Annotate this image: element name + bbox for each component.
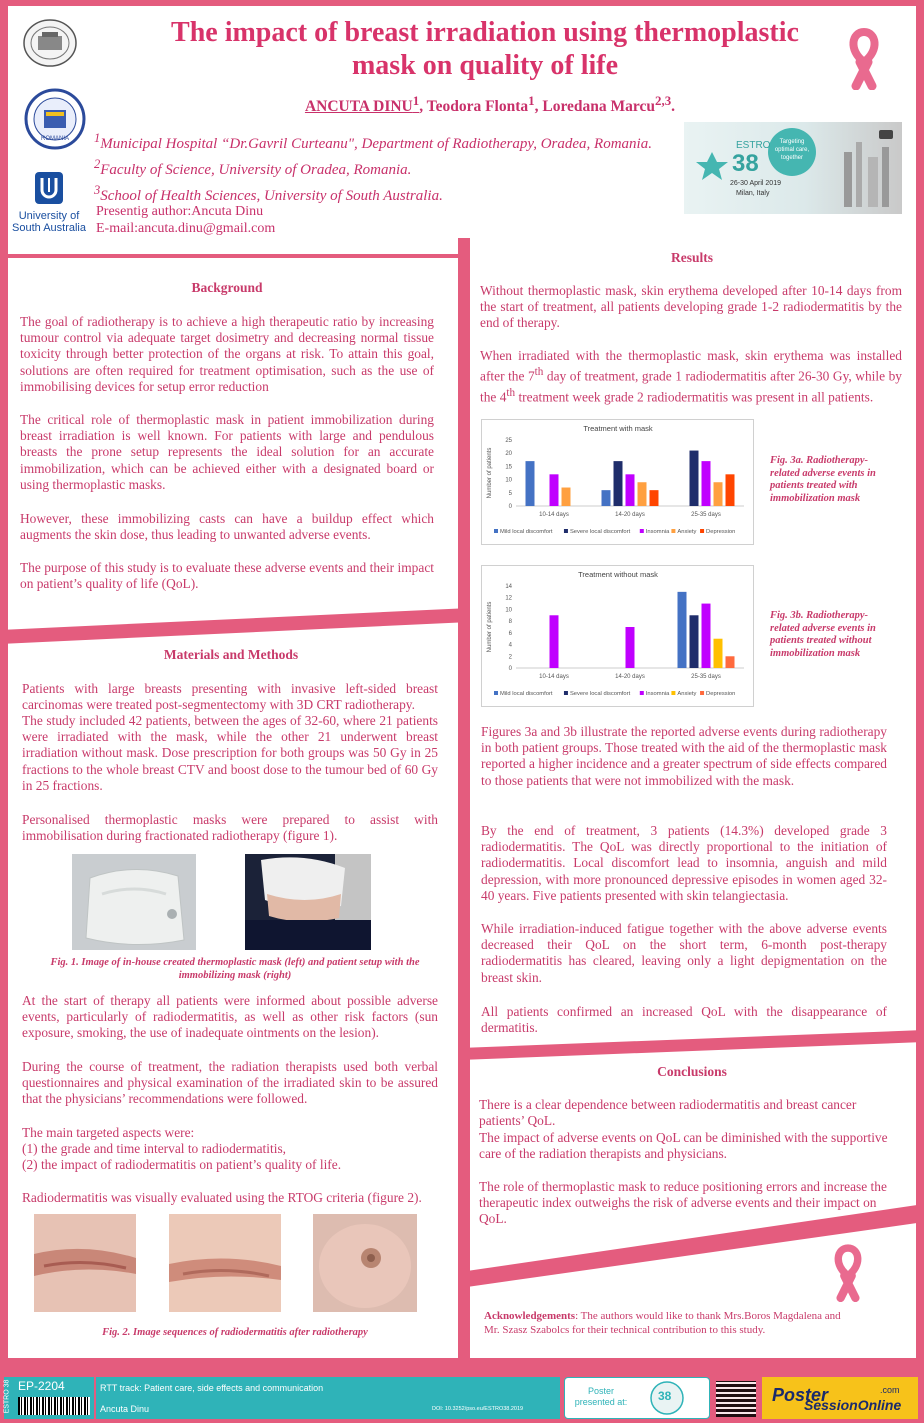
legend-swatch: [640, 691, 644, 695]
legend-entry: Depression: [706, 691, 736, 697]
bar-mild-local-discomfort: [526, 461, 535, 506]
legend-swatch: [671, 691, 675, 695]
y-tick-label: 14: [505, 584, 512, 590]
y-tick-label: 6: [508, 630, 512, 637]
chart-without-mask-svg: [482, 566, 753, 706]
y-tick-label: 12: [505, 595, 512, 602]
background-p2: The critical role of thermoplastic mask in patient immobilization during breast irradiation is well known. For patients with large and pendulous breasts the prone setup represents the ideal solution for an accurate immobilization, which can be achieved either with a designated board or using thermoplastic masks.: [20, 412, 434, 492]
legend-entry: Mild local discomfort: [500, 529, 553, 535]
estro-name: ESTRO: [736, 140, 771, 151]
email-link[interactable]: E-mail:ancuta.dinu@gmail.com: [96, 221, 276, 236]
bar-severe-local-discomfort: [614, 461, 623, 506]
affiliation-3: $^3$School of Health Sciences, University of South Australia.: [94, 183, 443, 204]
affiliation-2: $^2$Faculty of Science, University of Oradea, Romania.: [94, 157, 412, 178]
presenting-author: [96, 203, 275, 237]
footer-id-box: [4, 1377, 94, 1419]
chart-with-mask-svg: [482, 420, 753, 544]
figure2-caption: Fig. 2. Image sequences of radiodermatitis after radiotherapy: [102, 1327, 368, 1338]
y-tick-label: 0: [508, 666, 512, 672]
legend-swatch: [564, 529, 568, 533]
x-tick-label: 10-14 days: [539, 674, 569, 680]
conclusions-heading: Conclusions: [657, 1064, 727, 1079]
footer-author: Ancuta Dinu: [100, 1404, 150, 1414]
legend-entry: Anxiety: [677, 529, 697, 535]
y-tick-label: 5: [508, 490, 512, 497]
acknowledgements-label: Acknowledgements: [484, 1310, 576, 1322]
barcode: [18, 1397, 90, 1415]
title-line2: mask on quality of life: [351, 50, 619, 81]
bar-insomnia: [702, 604, 711, 668]
logo-romania-label: ROMANIA: [40, 136, 70, 142]
authors: ANCUTA DINU$^1$, Teodora Flonta$^1$, Loredana Marcu$^{2,3}$.: [304, 93, 676, 116]
methods-p6: The main targeted aspects were:: [22, 1125, 195, 1140]
y-tick-label: 25: [505, 438, 512, 444]
background-p3: However, these immobilizing casts can have a buildup effect which augments the skin dose, thus leading to unwanted adverse events.: [20, 511, 434, 543]
methods-list-item-1: (1) the grade and time interval to radiodermatitis,: [22, 1141, 287, 1156]
y-tick-label: 8: [508, 619, 512, 626]
pink-ribbon-icon: [838, 28, 890, 90]
chart-without-mask: [481, 565, 754, 707]
y-axis-label: Number of patients: [487, 447, 493, 499]
radiodermatitis-photo-3: [313, 1214, 417, 1312]
divider-band-left: [0, 600, 470, 646]
radiodermatitis-photo-1: [34, 1214, 136, 1312]
track-label: RTT track: Patient care, side effects and communication: [100, 1383, 324, 1393]
legend-swatch: [700, 691, 704, 695]
legend-swatch: [494, 529, 498, 533]
poster-title: [130, 16, 840, 82]
estro-banner: [684, 122, 902, 214]
legend-swatch: [494, 691, 498, 695]
estro-badge-number: 38: [658, 1389, 672, 1403]
y-tick-label: 2: [508, 654, 512, 661]
methods-p4: At the start of therapy all patients were informed about possible adverse events, particularly of radiodermatitis, as well as other risk factors (sun exposure, smoking, the use of inadequate ointments on the lesion).: [22, 993, 438, 1041]
hospital-logo: [22, 18, 78, 68]
results-heading: Results: [670, 250, 713, 265]
figure3b-caption: Fig. 3b. Radiotherapy-related adverse events in patients treated without immobilization mask: [770, 610, 876, 659]
radiodermatitis-photo-2: [169, 1214, 281, 1312]
legend-entry: Insomnia: [645, 691, 670, 697]
conclusions-p2: The impact of adverse events on QoL can be diminished with the supportive care of the radiation therapists and physicians.: [479, 1130, 888, 1162]
background-p1: The goal of radiotherapy is to achieve a high therapeutic ratio by increasing tumour control via adequate target dosimetry and decreasing normal tissue toxicity through better protection of the organs at risk. To attain this goal, solutions are often required for treatment optimisation, such as the use of immobilising devices for setup error reduction: [20, 314, 434, 394]
estro-city: Milan, Italy: [736, 190, 770, 197]
figure1-caption: Fig. 1. Image of in-house created thermoplastic mask (left) and patient setup with the immobilizing mask (right): [50, 957, 420, 981]
usa-logo-text: [6, 210, 92, 234]
methods-heading: Materials and Methods: [163, 647, 299, 662]
legend-entry: Anxiety: [677, 691, 697, 697]
usa-logo-line2: South Australia: [12, 222, 86, 234]
bar-mild-local-discomfort: [678, 592, 687, 668]
bar-depression: [726, 474, 735, 506]
affiliation-1: $^1$Municipal Hospital “Dr.Gavril Curteanu", Department of Radiotherapy, Oradea, Romania.: [94, 131, 652, 152]
y-tick-label: 4: [508, 642, 512, 649]
acknowledgements: [484, 1309, 844, 1337]
acknowledgements-text: : The authors would like to thank Mrs.Boros Magdalena and Mr. Szasz Szabolcs for their technical contribution to this study.: [484, 1310, 841, 1336]
presented-at-box: [564, 1377, 710, 1419]
patient-setup-photo: [245, 854, 371, 950]
thermoplastic-mask-photo: [72, 854, 196, 950]
background-p4: The purpose of this study is to evaluate these adverse events and their impact on patient’s quality of life (QoL).: [20, 560, 434, 592]
brand-word2: SessionOnline: [804, 1397, 902, 1413]
legend-swatch: [640, 529, 644, 533]
bar-anxiety: [638, 482, 647, 506]
postersessiononline-logo[interactable]: [762, 1377, 918, 1419]
affiliations: [94, 128, 714, 206]
results-p4: By the end of treatment, 3 patients (14.3%) developed grade 3 radiodermatitis. The QoL was directly proportional to the initiation of radiodermatitis. Local discomfort lead to insomnia, anguish and mild depression, with more pronounced depressive episodes in women aged 32-40 years. Five patients presented with skin telangiectasia.: [481, 823, 887, 903]
chart-with-mask: [481, 419, 754, 545]
presented-at-line2: presented at:: [574, 1397, 628, 1407]
conclusions-p3: The role of thermoplastic mask to reduce positioning errors and increase the therapeutic index outweighs the risk of adverse events and their impact on QoL.: [479, 1179, 887, 1227]
methods-p7: Radiodermatitis was visually evaluated using the RTOG criteria (figure 2).: [22, 1190, 422, 1205]
y-tick-label: 10: [505, 607, 512, 614]
results-p3: Figures 3a and 3b illustrate the reported adverse events during radiotherapy in both patient groups. Those treated with the aid of the thermoplastic mask reported a higher incidence and a greater spectrum of side effects compared to those patients that were not immobilized with the mask.: [481, 724, 887, 788]
brand-suffix: .com: [880, 1385, 900, 1395]
x-tick-label: 25-35 days: [691, 512, 721, 518]
bar-insomnia: [550, 615, 559, 668]
bar-severe-local-discomfort: [690, 615, 699, 668]
legend-swatch: [564, 691, 568, 695]
legend-entry: Mild local discomfort: [500, 691, 553, 697]
results-p1: Without thermoplastic mask, skin erythema developed after 10-14 days from the start of treatment, all patients developing grade 1-2 radiodermatitis by the end of therapy.: [480, 283, 902, 331]
x-tick-label: 25-35 days: [691, 674, 721, 680]
legend-entry: Severe local discomfort: [569, 691, 631, 697]
bar-mild-local-discomfort: [602, 490, 611, 506]
pink-ribbon-icon-bottom: [824, 1244, 872, 1302]
legend-entry: Insomnia: [645, 529, 670, 535]
bar-anxiety: [714, 639, 723, 668]
bar-depression: [726, 656, 735, 668]
background-heading: Background: [191, 280, 263, 295]
estro-tagline: Targeting optimal care, together: [774, 139, 810, 161]
qr-code-icon[interactable]: [716, 1381, 756, 1417]
results-p5: While irradiation-induced fatigue together with the above adverse events decreased their QoL on the short term, 6-month post-therapy radiodermatitis has cleared, leaving only a light depigmentation on the breast skin.: [481, 921, 887, 985]
conclusions-p1: There is a clear dependence between radiodermatitis and breast cancer patients’ QoL.: [479, 1097, 857, 1129]
poster-id: EP-2204: [18, 1379, 65, 1393]
methods-p5: During the course of treatment, the radiation therapists used both verbal questionnaires and physical examination of the irradiated skin to be assured that the physicians’ recommendations were followed.: [22, 1059, 438, 1107]
presented-at-label: [571, 1386, 631, 1408]
y-tick-label: 20: [505, 451, 512, 458]
chart-title: Treatment without mask: [578, 570, 658, 579]
estro-banner-art: [684, 122, 902, 214]
bar-anxiety: [562, 488, 571, 506]
bar-severe-local-discomfort: [690, 451, 699, 506]
methods-list-item-2: (2) the impact of radiodermatitis on patient’s quality of life.: [22, 1157, 342, 1172]
bar-insomnia: [626, 474, 635, 506]
brand-word1: Poster: [772, 1385, 829, 1405]
x-tick-label: 10-14 days: [539, 512, 569, 518]
presented-at-line1: Poster: [587, 1386, 614, 1396]
y-tick-label: 10: [505, 477, 512, 484]
bar-depression: [650, 490, 659, 506]
x-tick-label: 14-20 days: [615, 512, 645, 518]
estro-dates: 26-30 April 2019: [730, 180, 781, 187]
bar-insomnia: [550, 474, 559, 506]
legend-swatch: [700, 529, 704, 533]
figure3a-caption: Fig. 3a. Radiotherapy-related adverse events in patients treated with immobilization mask: [770, 455, 876, 504]
legend-swatch: [671, 529, 675, 533]
footer-track-box: [96, 1377, 560, 1419]
presenting-author-label: Presentig author:Ancuta Dinu: [96, 204, 264, 219]
x-tick-label: 14-20 days: [615, 674, 645, 680]
bar-anxiety: [714, 482, 723, 506]
bar-insomnia: [626, 627, 635, 668]
y-tick-label: 15: [505, 464, 512, 471]
results-p6: All patients confirmed an increased QoL with the disappearance of dermatitis.: [481, 1004, 887, 1036]
usa-logo-line1: University of: [18, 210, 80, 222]
bar-insomnia: [702, 461, 711, 506]
doi: DOI: 10.3252/pso.eu/ESTRO38.2019: [432, 1406, 524, 1412]
results-p2: When irradiated with the thermoplastic mask, skin erythema was installed after the 7th day of treatment, grade 1 radiodermatitis after 26-30 Gy, while by the 4th treatment week grade 2 radiodermatitis was present in all patients.: [480, 348, 902, 405]
methods-p3: Personalised thermoplastic masks were prepared to assist with immobilisation during fractionated radiotherapy (figure 1).: [22, 812, 438, 844]
column-gutter: [458, 238, 470, 1358]
chart-title: Treatment with mask: [583, 424, 653, 433]
y-tick-label: 0: [508, 504, 512, 510]
legend-entry: Severe local discomfort: [569, 529, 631, 535]
title-line1: The impact of breast irradiation using thermoplastic: [171, 17, 799, 48]
estro-number: 38: [732, 150, 759, 177]
side-label: ESTRO 38: [3, 1379, 11, 1414]
y-axis-label: Number of patients: [487, 601, 493, 653]
usa-logo-icon: [33, 170, 65, 208]
methods-p2: The study included 42 patients, between the ages of 32-60, where 21 patients were irradiated with the mask, while the other 21 underwent breast irradiation without mask. Dose prescription for both groups was 50 Gy in 25 fractions to the whole breast CTV and boost dose to the tumour bed of 60 Gy in 25 fractions.: [22, 713, 438, 793]
legend-entry: Depression: [706, 529, 736, 535]
methods-p1: Patients with large breasts presenting with invasive left-sided breast carcinomas were treated post-segmentectomy with 3D CRT radiotherapy.: [22, 681, 438, 713]
university-oradea-logo: [24, 88, 86, 150]
